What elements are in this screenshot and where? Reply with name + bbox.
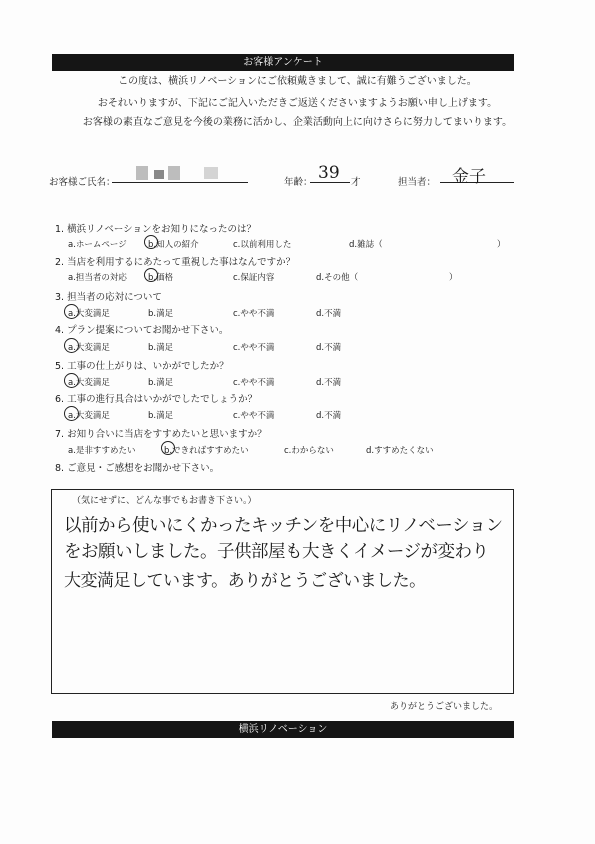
q5-selected-circle	[64, 373, 79, 388]
q7-option-b[interactable]: b.できればすすめたい	[164, 446, 249, 456]
q2-option-c[interactable]: c.保証内容	[233, 273, 275, 283]
q2-option-b[interactable]: b.価格	[148, 273, 174, 283]
q6-option-c[interactable]: c.やや不満	[233, 411, 275, 421]
redacted-name-block	[136, 166, 148, 180]
q7-option-d[interactable]: d.すすめたくない	[366, 446, 434, 456]
staff-value: 金子	[452, 167, 486, 187]
q5-option-d[interactable]: d.不満	[316, 378, 342, 388]
q5-option-c[interactable]: c.やや不満	[233, 378, 275, 388]
q6-option-a[interactable]: a.大変満足	[68, 411, 110, 421]
q4-selected-circle	[64, 338, 79, 353]
q3-option-a[interactable]: a.大変満足	[68, 309, 110, 319]
q1-option-b[interactable]: b.知人の紹介	[148, 240, 199, 250]
q1-option-d-close: ）	[497, 240, 506, 250]
question-7: 7. お知り合いに当店をすすめたいと思いますか？	[55, 429, 267, 440]
q2-option-a[interactable]: a.担当者の対応	[68, 273, 127, 283]
question-3: 3. 担当者の応対について	[55, 292, 162, 303]
q4-option-c[interactable]: c.やや不満	[233, 343, 275, 353]
q2-selected-circle	[144, 268, 158, 282]
q5-option-a[interactable]: a.大変満足	[68, 378, 110, 388]
q3-option-b[interactable]: b.満足	[148, 309, 174, 319]
question-1: 1. 横浜リノベーションをお知りになったのは？	[55, 224, 256, 235]
age-unit: 才	[351, 177, 361, 188]
comment-prompt: （気にせずに、どんな事でもお書き下さい。）	[72, 496, 257, 506]
comment-line-2: をお願いしました。子供部屋も大きくイメージが変わり	[64, 542, 489, 562]
footer-bar	[52, 721, 514, 738]
question-2: 2. 当店を利用するにあたって重視した事はなんですか？	[55, 257, 296, 268]
q1-option-c[interactable]: c.以前利用した	[233, 240, 292, 250]
q3-option-d[interactable]: d.不満	[316, 309, 342, 319]
q2-option-d[interactable]: d.その他（	[316, 273, 359, 283]
redacted-name-block	[168, 166, 180, 180]
age-label: 年齢：	[284, 177, 313, 188]
customer-name-line	[112, 182, 248, 183]
comment-line-3: 大変満足しています。ありがとうございました。	[64, 571, 426, 591]
question-6: 6. 工事の進行具合はいかがでしたでしょうか？	[55, 394, 258, 405]
comment-line-1: 以前から使いにくかったキッチンを中心にリノベーション	[64, 516, 503, 536]
survey-title: お客様アンケート	[243, 57, 323, 68]
redacted-name-block	[154, 170, 164, 179]
q4-option-a[interactable]: a.大変満足	[68, 343, 110, 353]
q3-option-c[interactable]: c.やや不満	[233, 309, 275, 319]
question-8: 8. ご意見・ご感想をお聞かせ下さい。	[55, 463, 220, 474]
q4-option-d[interactable]: d.不満	[316, 343, 342, 353]
q1-option-d[interactable]: d.雑誌（	[349, 240, 383, 250]
q7-option-c[interactable]: c.わからない	[284, 446, 334, 456]
intro-line-2: おそれいりますが、下記にご記入いただきご返送くださいますようお願い申し上げます。	[97, 98, 498, 109]
question-5: 5. 工事の仕上がりは、いかがでしたか？	[55, 361, 229, 372]
redacted-name-block	[204, 167, 218, 179]
q1-selected-circle	[144, 235, 158, 249]
q6-option-d[interactable]: d.不満	[316, 411, 342, 421]
q5-option-b[interactable]: b.満足	[148, 378, 174, 388]
q1-option-a[interactable]: a.ホームページ	[68, 240, 127, 250]
q3-selected-circle	[64, 304, 79, 319]
q7-selected-circle	[161, 441, 175, 455]
survey-header-bar	[52, 54, 514, 71]
q2-option-d-close: ）	[449, 273, 458, 283]
age-value: 39	[318, 163, 340, 183]
staff-label: 担当者：	[398, 177, 437, 188]
thanks-text: ありがとうございました。	[390, 702, 499, 712]
footer-company-name: 横浜リノベーション	[238, 724, 328, 735]
question-4: 4. プラン提案についてお聞かせ下さい。	[55, 325, 229, 336]
intro-line-1: この度は、横浜リノベーションにご依頼戴きまして、誠に有難うございました。	[118, 76, 477, 87]
q6-option-b[interactable]: b.満足	[148, 411, 174, 421]
intro-line-3: お客様の素直なご意見を今後の業務に活かし、企業活動向上に向けさらに努力してまいります。	[82, 117, 513, 128]
q4-option-b[interactable]: b.満足	[148, 343, 174, 353]
q6-selected-circle	[64, 406, 79, 421]
customer-name-label: お客様ご氏名：	[49, 177, 116, 188]
q7-option-a[interactable]: a.是非すすめたい	[68, 446, 136, 456]
